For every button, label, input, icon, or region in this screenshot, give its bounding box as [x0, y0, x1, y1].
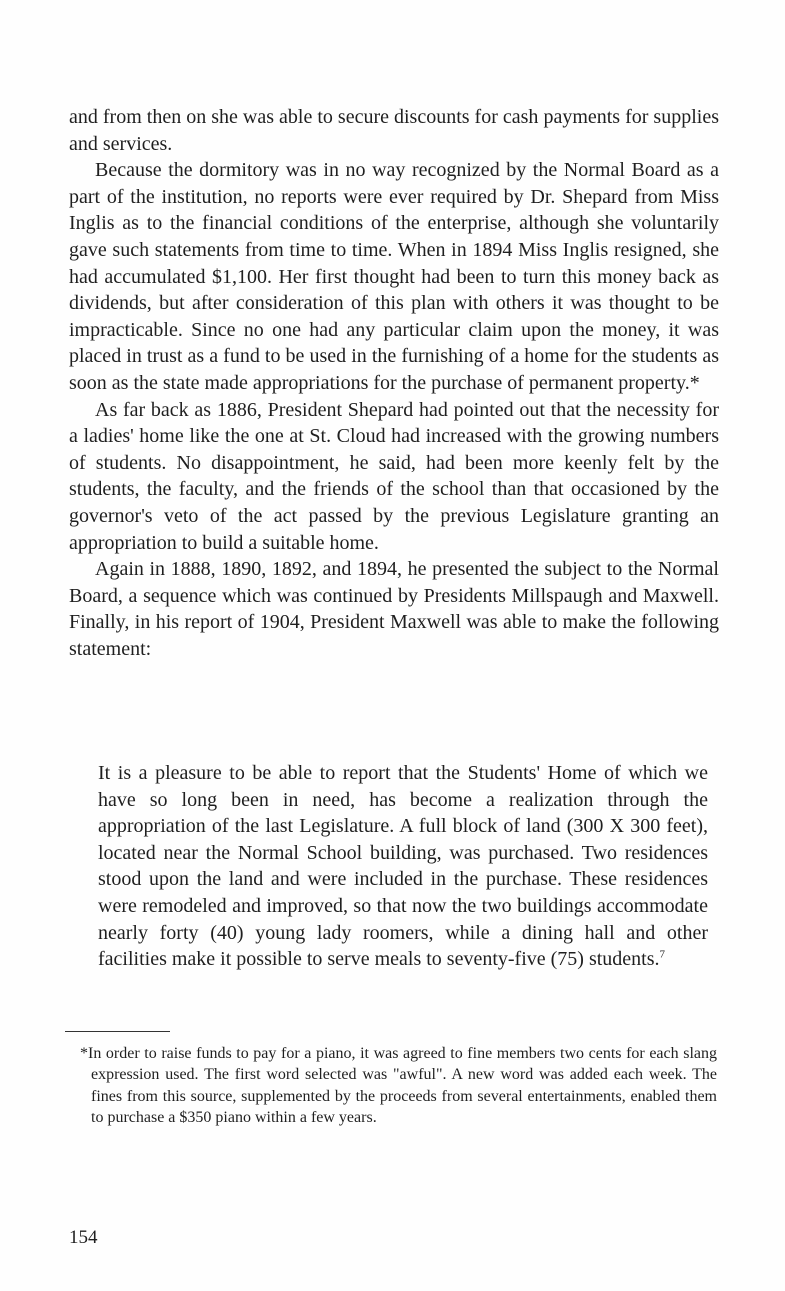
paragraph-2: Because the dormitory was in no way recognized by the Normal Board as a part of the institution, no reports were ever required by Dr. Shepard from Miss Inglis as to the financial conditions of the enterprise, although she voluntarily gave such statements from time to time. When in 1894 Miss Inglis resigned, she had accumulated $1,100. Her first thought had been to turn this money back as dividends, but after consideration of this plan with others it was thought to be impracticable. Since no one had any particular claim upon the money, it was placed in trust as a fund to be used in the furnishing of a home for the students as soon as the state made appropriations for the purchase of permanent property.*	[69, 159, 719, 394]
footnote-divider	[65, 1031, 170, 1032]
page-number: 154	[69, 1227, 98, 1248]
paragraph-1: and from then on she was able to secure discounts for cash payments for supplies and services.	[69, 106, 719, 155]
quoted-statement-text: It is a pleasure to be able to report that the Students' Home of which we have so long been in need, has become a realization through the appropriation of the last Legislature. A full block of land (300 X 300 feet), located near the Normal School building, was purchased. Two residences stood upon the land and were included in the purchase. These residences were remodeled and improved, so that now the two buildings accommodate nearly forty (40) young lady roomers, while a dining hall and other facilities make it possible to serve meals to seventy-five (75) students.	[98, 762, 708, 971]
endnote-reference: 7	[659, 948, 666, 961]
paragraph-4: Again in 1888, 1890, 1892, and 1894, he presented the subject to the Normal Board, a sequence which was continued by Presidents Millspaugh and Maxwell. Finally, in his report of 1904, President Maxwell was able to make the following statement:	[69, 558, 719, 660]
footnote: *In order to raise funds to pay for a piano, it was agreed to fine members two cents for each slang expression used. The first word selected was "awful". A new word was added each week. The fines from this source, supplemented by the proceeds from several entertainments, enabled them to purchase a $350 piano within a few years.	[80, 1045, 717, 1127]
quoted-statement	[98, 760, 708, 973]
body-text	[69, 104, 719, 662]
paragraph-3: As far back as 1886, President Shepard had pointed out that the necessity for a ladies' home like the one at St. Cloud had increased with the growing numbers of students. No disappointment, he said, had been more keenly felt by the students, the faculty, and the friends of the school than that occasioned by the governor's veto of the act passed by the previous Legislature granting an appropriation to build a suitable home.	[69, 398, 719, 554]
